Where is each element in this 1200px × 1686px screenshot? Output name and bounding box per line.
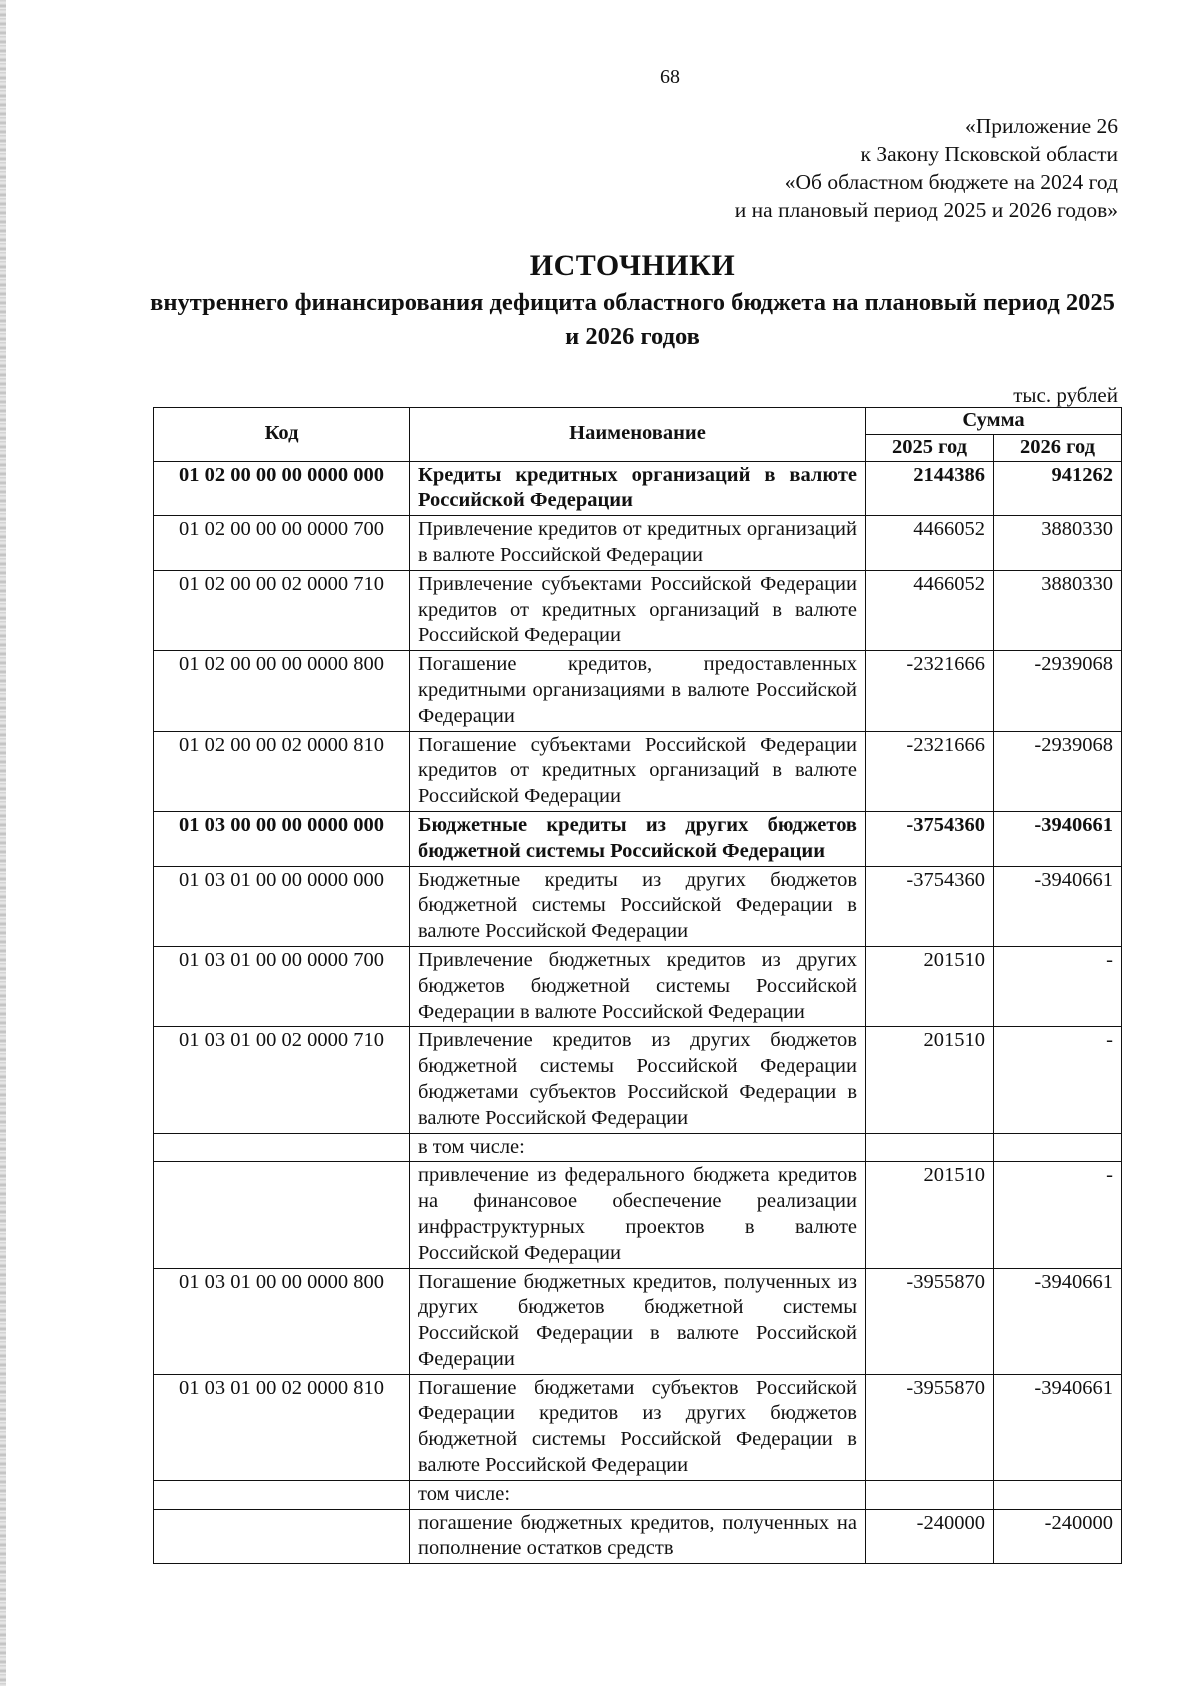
table-row	[154, 946, 1122, 1026]
row-name: Погашение кредитов, предоставленных кредитными организациями в валюте Российской Федерации	[410, 651, 866, 731]
table-row	[154, 1027, 1122, 1133]
row-value-2025: -2321666	[866, 731, 994, 811]
title-subtitle: внутреннего финансирования дефицита областного бюджета на плановый период 2025 и 2026 годов	[150, 289, 1115, 350]
table-row	[154, 1374, 1122, 1480]
financing-sources-table	[153, 407, 1122, 1564]
scan-edge-strip	[0, 0, 6, 1686]
document-title	[150, 248, 1115, 354]
row-value-2026: -2939068	[994, 651, 1122, 731]
row-code: 01 03 01 00 00 0000 800	[154, 1268, 410, 1374]
page-number: 68	[660, 66, 680, 88]
row-name: Погашение субъектами Российской Федерации кредитов от кредитных организаций в валюте Российской Федерации	[410, 731, 866, 811]
table-header	[154, 408, 1122, 462]
row-value-2025: -3955870	[866, 1374, 994, 1480]
row-value-2025: 201510	[866, 946, 994, 1026]
row-name: Кредиты кредитных организаций в валюте Российской Федерации	[410, 461, 866, 516]
row-value-2026: -240000	[994, 1509, 1122, 1564]
row-value-2025: 201510	[866, 1162, 994, 1268]
row-name: погашение бюджетных кредитов, полученных на пополнение остатков средств	[410, 1509, 866, 1564]
row-value-2026: -2939068	[994, 731, 1122, 811]
row-value-2025: -3955870	[866, 1268, 994, 1374]
row-name: Привлечение кредитов из других бюджетов бюджетной системы Российской Федерации бюджетами субъектов Российской Федерации в валюте Российской Федерации	[410, 1027, 866, 1133]
title-main: ИСТОЧНИКИ	[529, 249, 736, 282]
row-value-2026: -3940661	[994, 1268, 1122, 1374]
row-value-2025	[866, 1133, 994, 1162]
row-name: Погашение бюджетных кредитов, полученных из других бюджетов бюджетной системы Российской Федерации в валюте Российской Федерации	[410, 1268, 866, 1374]
row-value-2026: 3880330	[994, 570, 1122, 650]
row-value-2025: -2321666	[866, 651, 994, 731]
row-value-2026: -3940661	[994, 811, 1122, 866]
table-row	[154, 1480, 1122, 1509]
row-code: 01 02 00 00 02 0000 710	[154, 570, 410, 650]
row-code: 01 03 01 00 00 0000 000	[154, 866, 410, 946]
row-value-2025: -3754360	[866, 811, 994, 866]
row-value-2026	[994, 1133, 1122, 1162]
table-row	[154, 811, 1122, 866]
row-value-2025	[866, 1480, 994, 1509]
table-row	[154, 570, 1122, 650]
row-value-2025: 201510	[866, 1027, 994, 1133]
row-value-2026: 3880330	[994, 516, 1122, 571]
table-row	[154, 461, 1122, 516]
row-name: Бюджетные кредиты из других бюджетов бюджетной системы Российской Федерации в валюте Российской Федерации	[410, 866, 866, 946]
row-code	[154, 1133, 410, 1162]
table-row	[154, 866, 1122, 946]
appendix-line: к Закону Псковской области	[860, 142, 1118, 166]
row-code	[154, 1162, 410, 1268]
row-value-2025: 2144386	[866, 461, 994, 516]
row-value-2026: -3940661	[994, 866, 1122, 946]
appendix-header	[735, 112, 1118, 224]
appendix-line: «Приложение 26	[964, 114, 1118, 138]
row-code: 01 03 01 00 02 0000 710	[154, 1027, 410, 1133]
row-code: 01 03 01 00 00 0000 700	[154, 946, 410, 1026]
appendix-line: «Об областном бюджете на 2024 год	[784, 170, 1118, 194]
row-value-2025: 4466052	[866, 570, 994, 650]
row-code: 01 02 00 00 00 0000 800	[154, 651, 410, 731]
row-value-2025: -240000	[866, 1509, 994, 1564]
row-value-2025: 4466052	[866, 516, 994, 571]
header-2026: 2026 год	[994, 434, 1122, 461]
row-code	[154, 1509, 410, 1564]
appendix-line: и на плановый период 2025 и 2026 годов»	[734, 198, 1118, 222]
row-name: том числе:	[410, 1480, 866, 1509]
table-row	[154, 1268, 1122, 1374]
row-name: Привлечение субъектами Российской Федерации кредитов от кредитных организаций в валюте Российской Федерации	[410, 570, 866, 650]
row-value-2026	[994, 1480, 1122, 1509]
header-sum: Сумма	[866, 408, 1122, 435]
row-name: в том числе:	[410, 1133, 866, 1162]
header-2025: 2025 год	[866, 434, 994, 461]
header-code: Код	[154, 408, 410, 462]
table-row	[154, 651, 1122, 731]
row-name: Погашение бюджетами субъектов Российской Федерации кредитов из других бюджетов бюджетной системы Российской Федерации в валюте Российской Федерации	[410, 1374, 866, 1480]
table-row	[154, 731, 1122, 811]
row-code: 01 03 00 00 00 0000 000	[154, 811, 410, 866]
table-row	[154, 1162, 1122, 1268]
row-code: 01 02 00 00 02 0000 810	[154, 731, 410, 811]
row-name: Привлечение кредитов от кредитных организаций в валюте Российской Федерации	[410, 516, 866, 571]
row-value-2026: -	[994, 1162, 1122, 1268]
row-code: 01 02 00 00 00 0000 000	[154, 461, 410, 516]
table-row	[154, 516, 1122, 571]
row-code: 01 03 01 00 02 0000 810	[154, 1374, 410, 1480]
row-value-2026: -3940661	[994, 1374, 1122, 1480]
row-name: Бюджетные кредиты из других бюджетов бюджетной системы Российской Федерации	[410, 811, 866, 866]
row-value-2026: 941262	[994, 461, 1122, 516]
row-value-2025: -3754360	[866, 866, 994, 946]
table-body	[154, 461, 1122, 1564]
row-name: Привлечение бюджетных кредитов из других бюджетов бюджетной системы Российской Федерации в валюте Российской Федерации	[410, 946, 866, 1026]
row-value-2026: -	[994, 946, 1122, 1026]
row-code: 01 02 00 00 00 0000 700	[154, 516, 410, 571]
row-code	[154, 1480, 410, 1509]
unit-label: тыс. рублей	[1013, 383, 1118, 407]
header-name: Наименование	[410, 408, 866, 462]
table-row	[154, 1509, 1122, 1564]
row-name: привлечение из федерального бюджета кредитов на финансовое обеспечение реализации инфраструктурных проектов в валюте Российской Федерации	[410, 1162, 866, 1268]
row-value-2026: -	[994, 1027, 1122, 1133]
table-row	[154, 1133, 1122, 1162]
